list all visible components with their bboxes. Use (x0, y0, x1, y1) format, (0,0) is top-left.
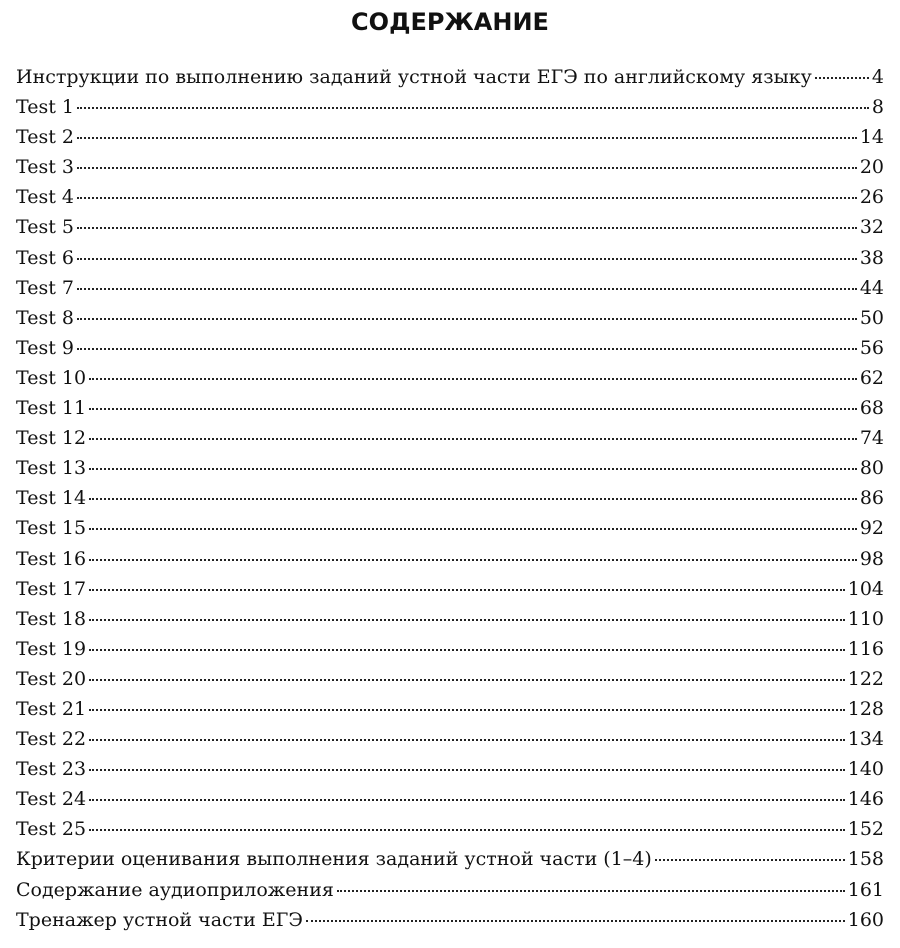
toc-entry-label: Критерии оценивания выполнения заданий устной части (1–4) (16, 848, 652, 871)
toc-entry[interactable] (16, 754, 884, 784)
leader-dots (89, 619, 845, 621)
leader-dots (77, 107, 869, 109)
toc-entry[interactable] (16, 122, 884, 152)
toc-entry-label: Test 2 (16, 126, 74, 149)
toc-entry[interactable] (16, 303, 884, 333)
page-title: СОДЕРЖАНИЕ (351, 8, 549, 36)
toc-entry-label: Test 1 (16, 96, 74, 119)
toc-entry-page: 8 (871, 96, 884, 119)
leader-dots (77, 258, 857, 260)
leader-dots (89, 528, 857, 530)
leader-dots (77, 197, 857, 199)
toc-entry[interactable] (16, 152, 884, 182)
toc-entry-label: Test 11 (16, 397, 87, 420)
toc-entry-page: 140 (847, 758, 884, 781)
toc-entry[interactable] (16, 664, 884, 694)
toc-entry[interactable] (16, 393, 884, 423)
leader-dots (337, 890, 845, 892)
toc-entry-label: Test 4 (16, 186, 74, 209)
toc-entry-page: 134 (847, 728, 884, 751)
toc-entry-label: Test 23 (16, 758, 87, 781)
toc-entry-label: Test 22 (16, 728, 87, 751)
toc-entry[interactable] (16, 212, 884, 242)
toc-entry[interactable] (16, 634, 884, 664)
toc-entry-page: 161 (847, 878, 884, 901)
toc-entry-page: 74 (859, 427, 884, 450)
leader-dots (89, 799, 845, 801)
leader-dots (306, 920, 845, 922)
leader-dots (89, 559, 857, 561)
toc-entry[interactable] (16, 574, 884, 604)
toc-entry[interactable] (16, 724, 884, 754)
leader-dots (77, 227, 857, 229)
leader-dots (89, 378, 857, 380)
toc-entry[interactable] (16, 62, 884, 92)
leader-dots (655, 859, 845, 861)
toc-entry[interactable] (16, 875, 884, 905)
toc-entry-page: 32 (859, 216, 884, 239)
leader-dots (77, 318, 857, 320)
toc-entry[interactable] (16, 784, 884, 814)
toc-entry[interactable] (16, 844, 884, 874)
toc-entry-label: Test 24 (16, 788, 87, 811)
toc-entry-label: Test 14 (16, 487, 87, 510)
table-of-contents (16, 62, 884, 935)
toc-entry[interactable] (16, 814, 884, 844)
leader-dots (89, 829, 845, 831)
toc-entry-page: 110 (847, 607, 884, 630)
leader-dots (89, 739, 845, 741)
toc-entry[interactable] (16, 92, 884, 122)
leader-dots (89, 408, 857, 410)
toc-entry[interactable] (16, 243, 884, 273)
toc-entry-label: Test 10 (16, 366, 87, 389)
toc-entry-page: 104 (847, 577, 884, 600)
toc-entry-label: Test 8 (16, 306, 74, 329)
toc-entry-label: Содержание аудиоприложения (16, 878, 334, 901)
toc-entry-label: Инструкции по выполнению заданий устной части ЕГЭ по английскому языку (16, 66, 812, 88)
toc-entry-label: Test 16 (16, 547, 87, 570)
toc-entry-page: 14 (859, 126, 884, 149)
toc-entry-label: Test 21 (16, 697, 87, 720)
toc-entry[interactable] (16, 483, 884, 513)
toc-entry-label: Test 17 (16, 577, 87, 600)
toc-entry-label: Test 25 (16, 818, 87, 841)
toc-entry[interactable] (16, 182, 884, 212)
toc-entry-page: 68 (859, 397, 884, 420)
toc-entry-page: 26 (859, 186, 884, 209)
toc-entry[interactable] (16, 694, 884, 724)
leader-dots (77, 348, 857, 350)
leader-dots (77, 288, 857, 290)
toc-entry-page: 4 (871, 66, 884, 88)
leader-dots (89, 769, 845, 771)
leader-dots (77, 167, 857, 169)
toc-entry-page: 44 (859, 276, 884, 299)
toc-entry-page: 50 (859, 306, 884, 329)
toc-entry-label: Test 9 (16, 336, 74, 359)
toc-entry-label: Test 3 (16, 156, 74, 179)
toc-entry-page: 98 (859, 547, 884, 570)
toc-entry-label: Тренажер устной части ЕГЭ (16, 908, 303, 931)
toc-entry-page: 116 (847, 637, 884, 660)
toc-entry-page: 56 (859, 336, 884, 359)
toc-entry-label: Test 6 (16, 246, 74, 269)
toc-entry-label: Test 5 (16, 216, 74, 239)
toc-entry-label: Test 13 (16, 457, 87, 480)
toc-entry-page: 62 (859, 366, 884, 389)
toc-entry[interactable] (16, 423, 884, 453)
toc-entry[interactable] (16, 604, 884, 634)
leader-dots (89, 589, 845, 591)
toc-entry-label: Test 18 (16, 607, 87, 630)
toc-entry[interactable] (16, 513, 884, 543)
toc-entry-label: Test 19 (16, 637, 87, 660)
toc-entry-page: 158 (847, 848, 884, 871)
toc-entry[interactable] (16, 453, 884, 483)
toc-entry-page: 152 (847, 818, 884, 841)
toc-entry-page: 128 (847, 697, 884, 720)
toc-entry-page: 80 (859, 457, 884, 480)
leader-dots (89, 709, 845, 711)
toc-entry-page: 122 (847, 667, 884, 690)
leader-dots (77, 137, 857, 139)
toc-entry[interactable] (16, 333, 884, 363)
toc-entry-page: 160 (847, 908, 884, 931)
toc-entry-label: Test 20 (16, 667, 87, 690)
toc-entry[interactable] (16, 363, 884, 393)
leader-dots (89, 498, 857, 500)
toc-entry-label: Test 7 (16, 276, 74, 299)
toc-entry[interactable] (16, 544, 884, 574)
leader-dots (89, 438, 857, 440)
toc-entry-page: 146 (847, 788, 884, 811)
toc-entry[interactable] (16, 273, 884, 303)
toc-entry-page: 92 (859, 517, 884, 540)
leader-dots (89, 468, 857, 470)
leader-dots (89, 649, 845, 651)
toc-entry-label: Test 15 (16, 517, 87, 540)
toc-entry[interactable] (16, 905, 884, 935)
toc-entry-label: Test 12 (16, 427, 87, 450)
toc-entry-page: 86 (859, 487, 884, 510)
leader-dots (89, 679, 845, 681)
toc-entry-page: 20 (859, 156, 884, 179)
toc-entry-page: 38 (859, 246, 884, 269)
leader-dots (815, 77, 869, 79)
